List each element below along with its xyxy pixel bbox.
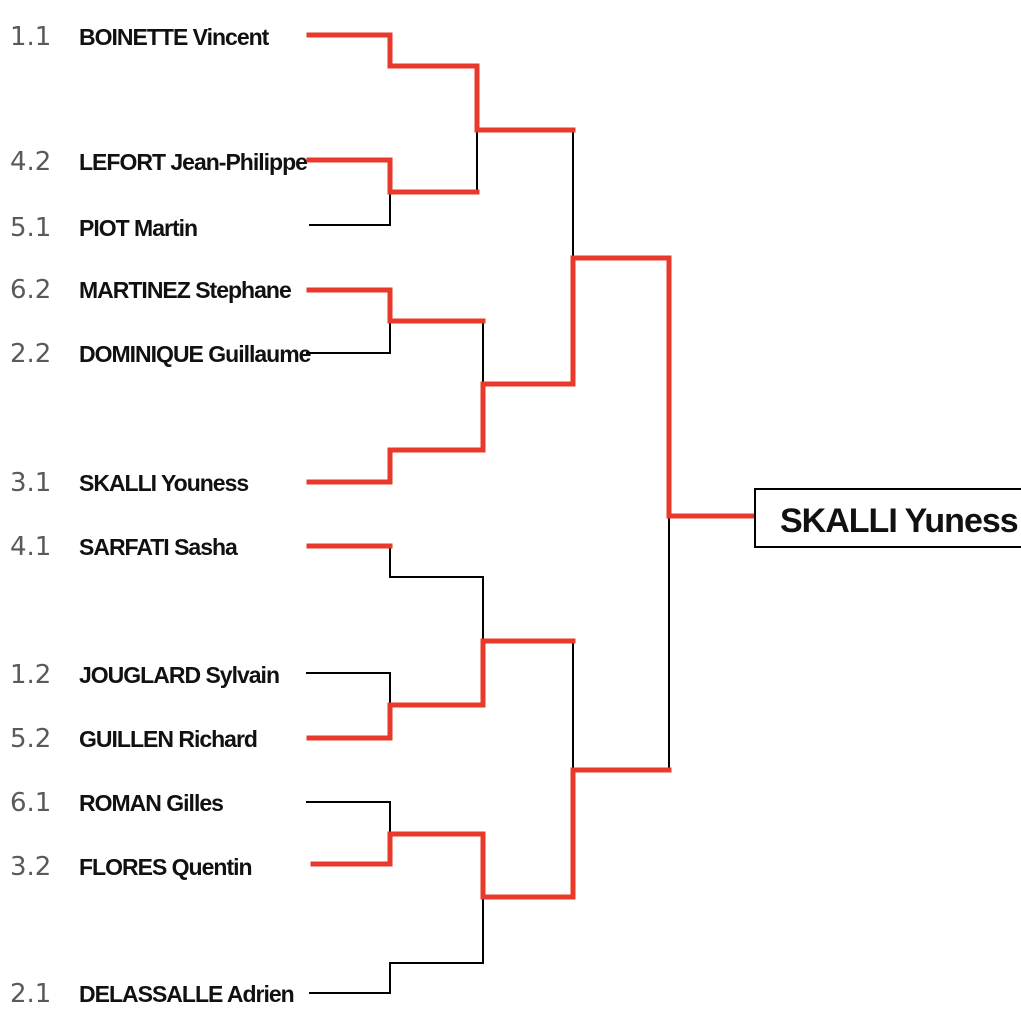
entrant-row (10, 22, 270, 52)
winner-path-lefort (309, 160, 477, 192)
entrant-seed: 1.1 (10, 22, 52, 52)
entrant-seed: 4.2 (10, 147, 52, 177)
entrant-row (10, 532, 238, 562)
entrant-row (10, 213, 197, 243)
entrant-name: DOMINIQUE Guillaume (79, 341, 311, 367)
entrant-seed: 6.2 (10, 275, 52, 305)
entrant-name: SARFATI Sasha (79, 534, 237, 560)
entrant-row (10, 147, 307, 177)
entrant-seed: 2.1 (10, 979, 52, 1009)
entrant-row (10, 339, 311, 369)
entrant-name: ROMAN Gilles (79, 790, 223, 816)
winner-path-skalli (309, 258, 752, 516)
loser-path-roman (306, 802, 390, 834)
entrant-seed: 3.1 (10, 468, 52, 498)
entrant-name: LEFORT Jean-Philippe (79, 149, 307, 175)
winner-path-martinez (309, 290, 483, 321)
entrant-seed: 3.2 (10, 852, 52, 882)
entrant-name: MARTINEZ Stephane (79, 277, 291, 303)
champion-box (755, 489, 1021, 547)
entrant-name: FLORES Quentin (79, 854, 252, 880)
entrant-name: DELASSALLE Adrien (79, 981, 294, 1007)
winner-connectors (309, 35, 752, 897)
entrant-name: SKALLI Youness (79, 470, 249, 496)
entrant-row (10, 468, 248, 498)
entrant-seed: 1.2 (10, 660, 52, 690)
entrant-name: PIOT Martin (79, 215, 198, 241)
winner-path-guillen (309, 641, 573, 738)
entrant-name: BOINETTE Vincent (79, 24, 269, 50)
loser-path-piot (309, 192, 390, 225)
champion-name: SKALLI Yuness (780, 502, 1018, 540)
loser-path-jouglard (306, 673, 390, 705)
entrant-name: JOUGLARD Sylvain (79, 662, 279, 688)
entrant-row (10, 660, 279, 690)
entrant-row (10, 275, 291, 305)
loser-path-sarfati (390, 546, 483, 641)
entrant-row (10, 852, 252, 882)
entrant-seed: 5.1 (10, 213, 52, 243)
entrant-name: GUILLEN Richard (79, 726, 257, 752)
entrant-seed: 5.2 (10, 724, 52, 754)
loser-path-final (573, 516, 669, 770)
winner-path-flores (313, 770, 669, 897)
winner-path-boinette (309, 35, 573, 130)
entrant-row (10, 788, 223, 818)
entrant-seed: 2.2 (10, 339, 52, 369)
entrant-row (10, 979, 294, 1009)
entrant-seed: 6.1 (10, 788, 52, 818)
entrant-seed: 4.1 (10, 532, 52, 562)
entrant-list (10, 22, 311, 1009)
loser-path-dominique (306, 321, 390, 353)
entrant-row (10, 724, 257, 754)
loser-path-delassalle (309, 897, 483, 993)
